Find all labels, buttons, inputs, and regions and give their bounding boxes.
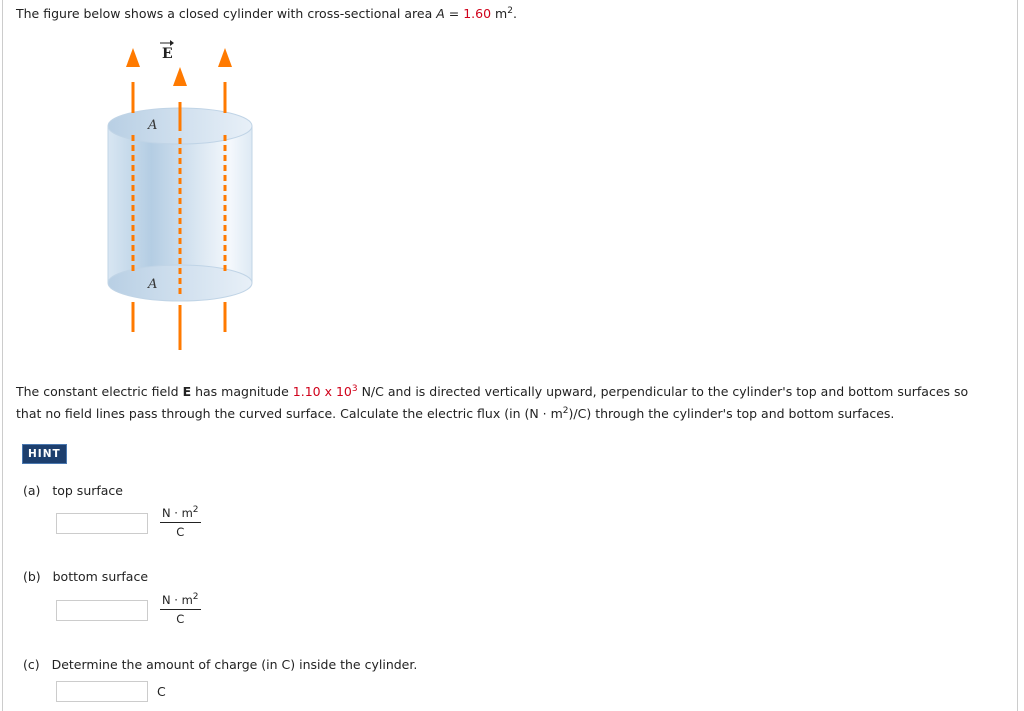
part-c-label: (c) Determine the amount of charge (in C) inside the cylinder. — [23, 657, 418, 672]
part-c-unit: C — [157, 684, 166, 699]
field-label: E — [162, 46, 173, 62]
part-c-input[interactable] — [56, 681, 148, 702]
part-b-unit: $\frac{N \cdot m^2}{C}$ — [162, 592, 199, 626]
part-a-unit: $\frac{N \cdot m^2}{C}$ — [162, 505, 199, 539]
problem-line-2: that no field lines pass through the curved surface. Calculate the electric flux (in $(N \cdot m^2)/C$) through the cylinder's top and bottom surfaces. — [16, 405, 895, 421]
part-a-input[interactable] — [56, 513, 148, 534]
part-a-label: (a) top surface — [23, 483, 123, 498]
intro-text: The figure below shows a closed cylinder with cross-sectional area A = 1.60 $m^2$. — [16, 5, 517, 21]
problem-line-1: The constant electric field E has magnitude 1.10 x $10^3$ N/C and is directed vertically upward, perpendicular to the cylinder's top and bottom surfaces so — [16, 383, 969, 399]
area-label-bottom: A — [148, 277, 158, 292]
part-b-input[interactable] — [56, 600, 148, 621]
area-label-top: A — [148, 118, 158, 133]
part-b-label: (b) bottom surface — [23, 569, 149, 584]
hint-button[interactable]: HINT — [22, 444, 67, 464]
cylinder-figure — [90, 30, 270, 360]
